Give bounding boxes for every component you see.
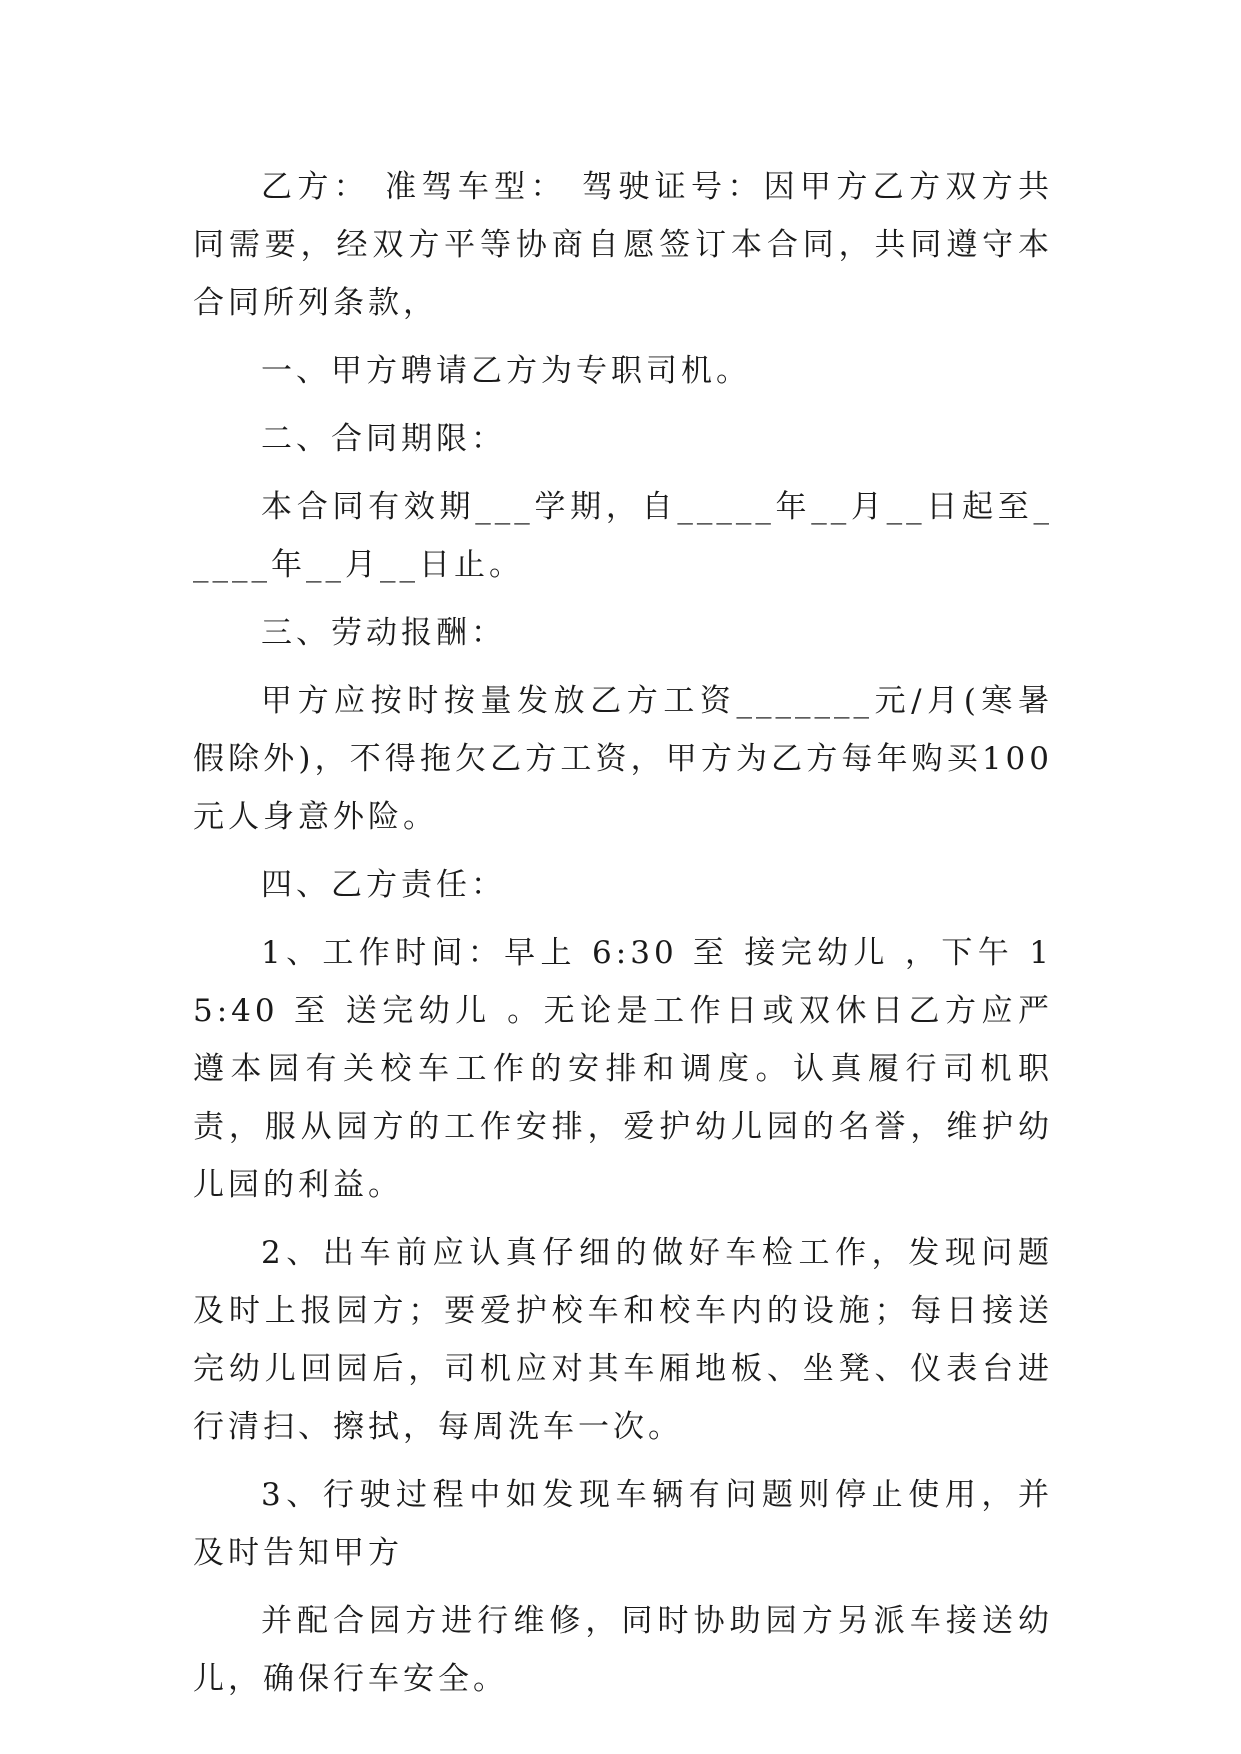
paragraph-duty-1: 1、工作时间：早上 6:30 至 接完幼儿 ，下午 15:40 至 送完幼儿 。无论是工作日或双休日乙方应严遵本园有关校车工作的安排和调度。认真履行司机职责，服从园方的工作安排，爱护幼儿园的名誉，维护幼儿园的利益。: [193, 935, 1053, 1203]
paragraph-duty-3: 3、行驶过程中如发现车辆有问题则停止使用，并及时告知甲方: [193, 1477, 1053, 1571]
paragraph-salary: 甲方应按时按量发放乙方工资_______元/月(寒暑假除外)，不得拖欠乙方工资，甲方为乙方每年购买100元人身意外险。: [193, 683, 1053, 835]
paragraph-duty-2: 2、出车前应认真仔细的做好车检工作，发现问题及时上报园方；要爱护校车和校车内的设施；每日接送完幼儿回园后，司机应对其车厢地板、坐凳、仪表台进行清扫、擦拭，每周洗车一次。: [193, 1235, 1053, 1445]
paragraph-contract-term: 本合同有效期___学期，自_____年__月__日起至_____年__月__日止。: [193, 489, 1053, 583]
paragraph-clause-3-heading: 三、劳动报酬：: [261, 615, 506, 651]
paragraph-clause-4-heading: 四、乙方责任：: [261, 867, 506, 903]
paragraph-intro: 乙方： 准驾车型： 驾驶证号：因甲方乙方双方共同需要，经双方平等协商自愿签订本合同，共同遵守本合同所列条款，: [193, 169, 1053, 321]
paragraph-clause-2-heading: 二、合同期限：: [261, 421, 506, 457]
paragraph-duty-3-continued: 并配合园方进行维修，同时协助园方另派车接送幼儿，确保行车安全。: [193, 1603, 1053, 1697]
paragraph-clause-1: 一、甲方聘请乙方为专职司机。: [261, 353, 751, 389]
document-body: [193, 158, 1053, 1718]
